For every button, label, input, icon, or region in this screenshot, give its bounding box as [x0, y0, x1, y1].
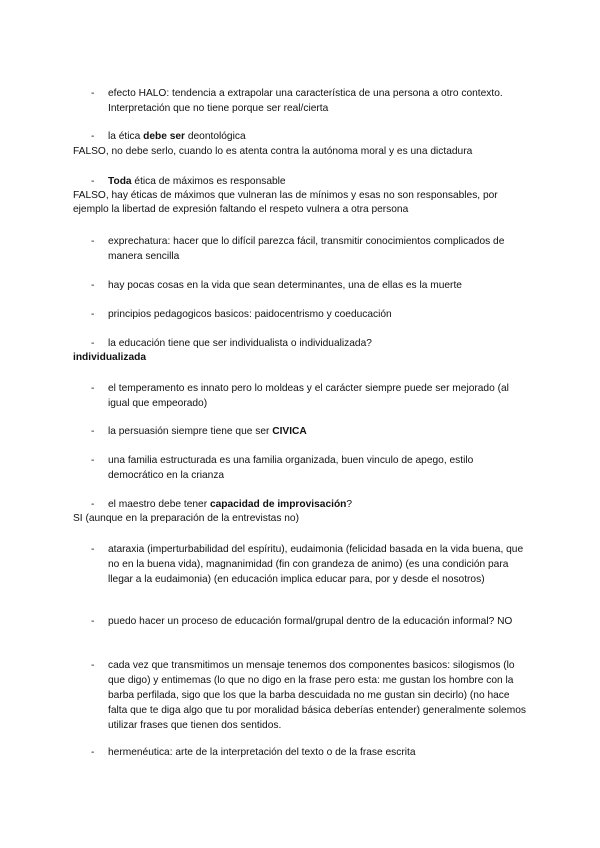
note-determinantes — [91, 278, 528, 293]
note-text: hay pocas cosas en la vida que sean determinantes, una de ellas es la muerte — [108, 280, 462, 291]
answer-text: individualizada — [73, 352, 147, 363]
bullet-dash: - — [91, 499, 95, 510]
answer-text: SI (aunque en la preparación de la entrevistas no) — [73, 513, 299, 524]
note-emphasis: capacidad de improvisación — [209, 499, 347, 510]
bullet-dash: - — [91, 236, 95, 247]
note-text: ataraxia (imperturbabilidad del espíritu), eudaimonia (felicidad basada en la vida buena, que no en la buena vida), magnanimidad (fin con grandeza de animo) (es una condición para llegar a la eudaimonia) (en educación implica educar para, por y desde el nosotros) — [108, 544, 524, 585]
note-exprechatura — [91, 234, 528, 264]
answer-falso-deontologica — [73, 145, 533, 159]
note-text: la persuasión siempre tiene que ser — [108, 426, 273, 437]
answer-falso-maximos — [73, 189, 533, 217]
note-ataraxia — [91, 542, 528, 587]
answer-text: FALSO, no debe serlo, cuando lo es atenta contra la autónoma moral y es una dictadura — [73, 146, 473, 157]
bullet-dash: - — [91, 426, 95, 437]
bullet-dash: - — [91, 131, 95, 142]
bullet-dash: - — [91, 338, 95, 349]
note-text: la educación tiene que ser individualista o individualizada? — [108, 338, 372, 349]
note-educacion-individual — [91, 336, 528, 351]
note-text: cada vez que transmitimos un mensaje tenemos dos componentes basicos: silogismos (lo que digo) y entimemas (lo que no digo en la frase pero esta: me gustan los hombre con la barba perfilada, sigo que los que la barba descuidada no me gustan sin decirlo) (no hace falta que te diga algo que tu por moralidad básica deberías entender) generalmente solemos utilizar frases que tienen dos sentidos. — [108, 660, 526, 731]
bullet-dash: - — [91, 747, 95, 758]
note-text: el maestro debe tener — [108, 499, 210, 510]
note-text: exprechatura: hacer que lo difícil parezca fácil, transmitir conocimientos complicados de manera sencilla — [108, 236, 505, 262]
bullet-dash: - — [91, 280, 95, 291]
bullet-dash: - — [91, 455, 95, 466]
note-efecto-halo — [91, 86, 528, 116]
note-text: efecto HALO: tendencia a extrapolar una característica de una persona a otro contexto. Interpretación que no tiene porque ser real/cierta — [108, 88, 503, 114]
note-text: hermenéutica: arte de la interpretación del texto o de la frase escrita — [108, 747, 416, 758]
bullet-dash: - — [91, 544, 95, 555]
note-text: el temperamento es innato pero lo moldeas y el carácter siempre puede ser mejorado (al igual que empeorado) — [108, 383, 509, 409]
note-text: la ética — [108, 131, 144, 142]
bullet-dash: - — [91, 660, 95, 671]
note-text: deontológica — [185, 131, 246, 142]
note-text: ética de máximos es responsable — [131, 176, 286, 187]
answer-si-improvisacion — [73, 512, 533, 526]
note-temperamento — [91, 381, 528, 411]
answer-text: FALSO, hay éticas de máximos que vulneran las de mínimos y esas no son responsables, por ejemplo la libertad de expresión faltando el respeto vulnera a otra persona — [73, 190, 498, 215]
note-emphasis: Toda — [108, 176, 132, 187]
note-hermeneutica — [91, 745, 528, 760]
bullet-dash: - — [91, 309, 95, 320]
note-etica-deontologica — [91, 129, 528, 144]
note-silogismos — [91, 658, 528, 733]
note-persuasion — [91, 424, 528, 439]
bullet-dash: - — [91, 88, 95, 99]
note-educacion-formal — [91, 614, 528, 629]
note-emphasis: debe ser — [143, 131, 186, 142]
note-principios-pedagogicos — [91, 307, 528, 322]
bullet-dash: - — [91, 176, 95, 187]
note-familia-estructurada — [91, 453, 528, 483]
bullet-dash: - — [91, 383, 95, 394]
note-improvisacion — [91, 497, 528, 512]
bullet-dash: - — [91, 616, 95, 627]
note-text: puedo hacer un proceso de educación formal/grupal dentro de la educación informal? NO — [108, 616, 513, 627]
note-emphasis: CIVICA — [272, 426, 307, 437]
note-text: ? — [346, 499, 353, 510]
answer-individualizada — [73, 351, 533, 365]
note-text: una familia estructurada es una familia organizada, buen vinculo de apego, estilo democrático en la crianza — [108, 455, 474, 481]
note-etica-maximos — [91, 174, 528, 189]
note-text: principios pedagogicos basicos: paidocentrismo y coeducación — [108, 309, 392, 320]
